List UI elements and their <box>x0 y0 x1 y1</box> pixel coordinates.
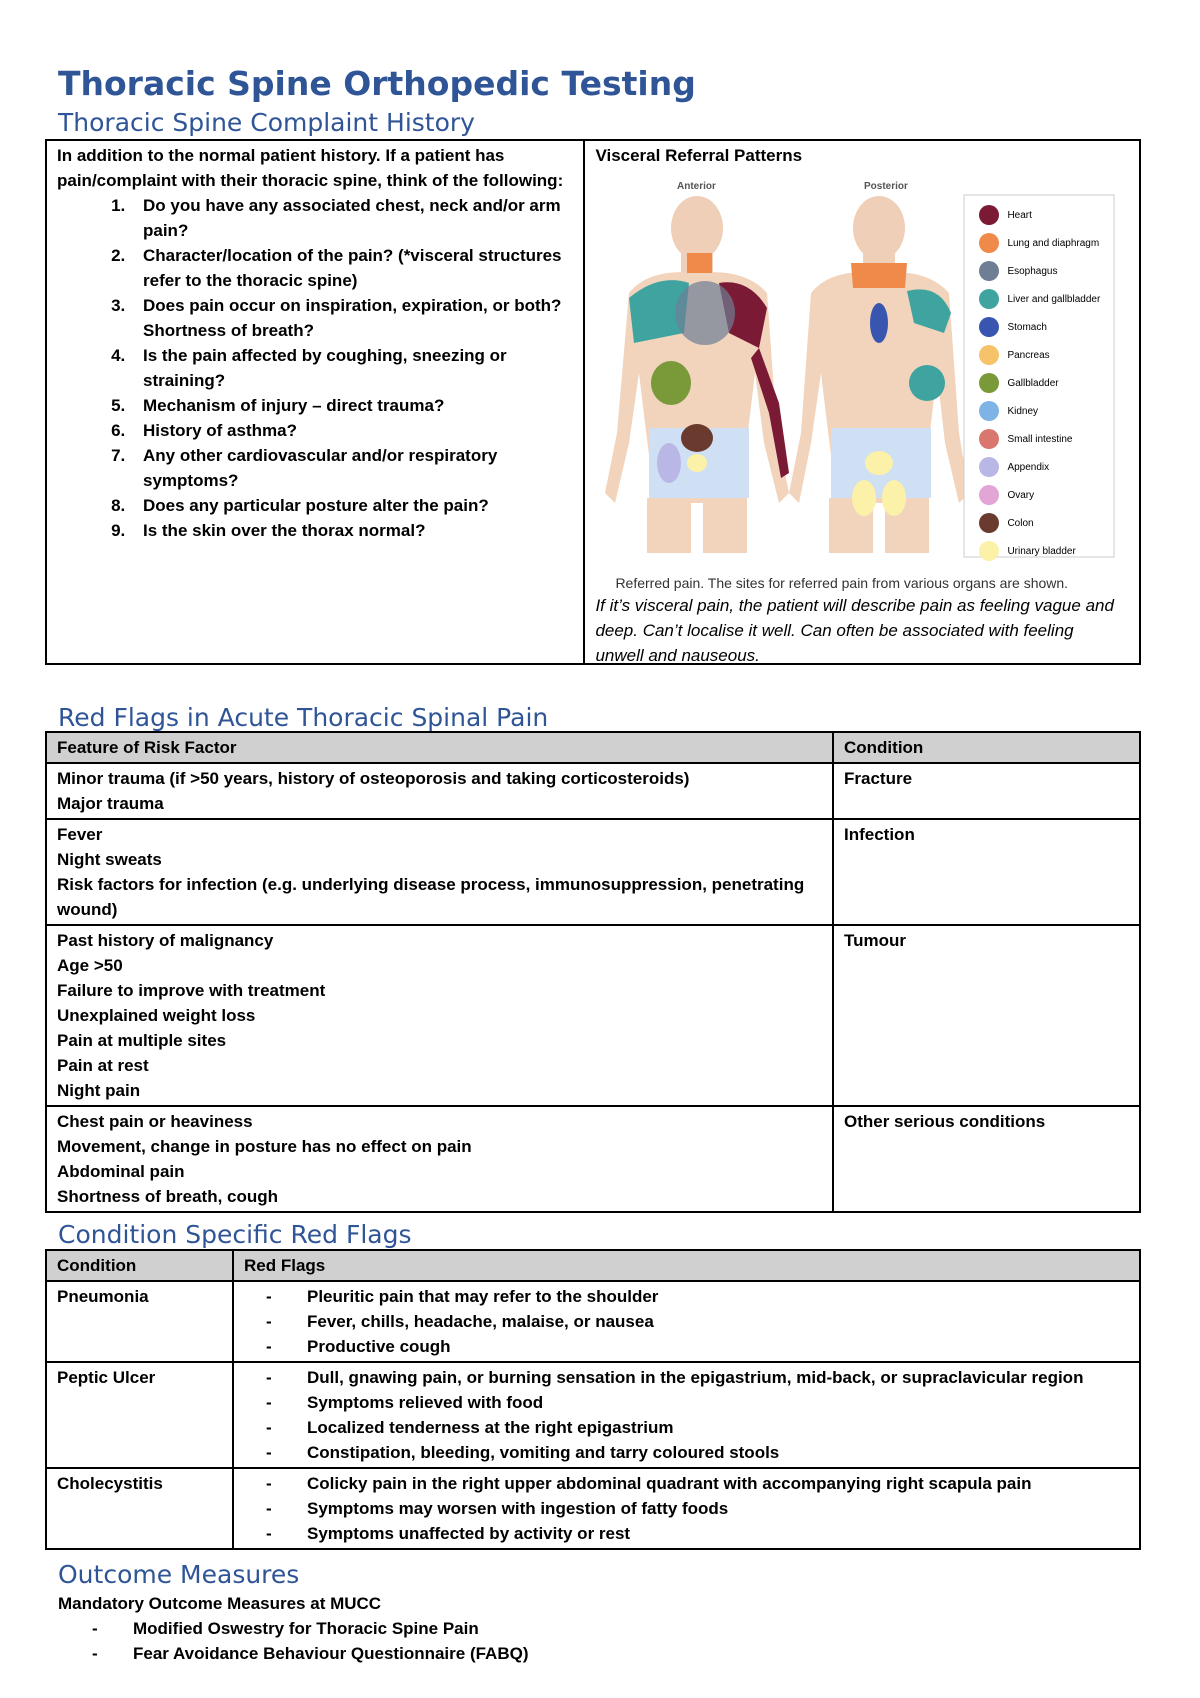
outcome-item: - Fear Avoidance Behaviour Questionnaire (FABQ) <box>60 1641 529 1666</box>
condition-flags-cell <box>233 1281 1140 1362</box>
document-title: Thoracic Spine Orthopedic Testing <box>58 64 696 103</box>
history-heading: Thoracic Spine Complaint History <box>58 108 475 137</box>
condition-name: Cholecystitis <box>46 1468 233 1549</box>
legend-item <box>979 509 1119 537</box>
condition-flag: - Pleuritic pain that may refer to the shoulder <box>234 1284 1139 1309</box>
legend-swatch <box>979 401 999 421</box>
risk-condition: Fracture <box>833 763 1140 819</box>
red-flag-row <box>46 925 1140 1106</box>
risk-condition: Other serious conditions <box>833 1106 1140 1212</box>
risk-feature: Fever <box>57 825 103 844</box>
legend-label: Colon <box>1007 517 1034 529</box>
anterior-figure <box>605 196 789 553</box>
condition-flag: - Productive cough <box>234 1334 1139 1359</box>
history-question: 9. Is the skin over the thorax normal? <box>130 518 573 543</box>
condition-header: Condition <box>46 1250 233 1281</box>
condition-name: Peptic Ulcer <box>46 1362 233 1468</box>
risk-features-cell <box>46 1106 833 1212</box>
condition-flag: - Dull, gnawing pain, or burning sensation in the epigastrium, mid-back, or supraclavicular region <box>234 1365 1139 1390</box>
condition-flag: - Constipation, bleeding, vomiting and tarry coloured stools <box>234 1440 1139 1465</box>
legend-swatch <box>979 317 999 337</box>
posterior-label: Posterior <box>864 181 909 192</box>
condition-row <box>46 1468 1140 1549</box>
visceral-cell <box>584 140 1140 664</box>
history-question-list <box>57 193 573 543</box>
history-question: 4. Is the pain affected by coughing, sneezing or straining? <box>130 343 573 393</box>
history-question: 1. Do you have any associated chest, neck and/or arm pain? <box>130 193 573 243</box>
legend-swatch <box>979 205 999 225</box>
legend-label: Liver and gallbladder <box>1007 293 1101 305</box>
history-table <box>45 139 1141 665</box>
history-question: 8. Does any particular posture alter the pain? <box>130 493 573 518</box>
history-question: 3. Does pain occur on inspiration, expiration, or both? Shortness of breath? <box>130 293 573 343</box>
history-questions-cell <box>46 140 584 664</box>
risk-feature: Past history of malignancy <box>57 931 274 950</box>
legend-label: Pancreas <box>1007 349 1050 361</box>
red-flags-heading: Red Flags in Acute Thoracic Spinal Pain <box>58 703 549 732</box>
diagram-caption: Referred pain. The sites for referred pain from various organs are shown. <box>615 575 1069 591</box>
condition-flag-list <box>234 1471 1139 1546</box>
legend-item <box>979 341 1119 369</box>
risk-features-cell <box>46 763 833 819</box>
legend-label: Lung and diaphragm <box>1007 237 1100 249</box>
risk-feature: Pain at rest <box>57 1056 149 1075</box>
legend-swatch <box>979 373 999 393</box>
history-question: 7. Any other cardiovascular and/or respiratory symptoms? <box>130 443 573 493</box>
legend-label: Stomach <box>1007 321 1047 333</box>
anterior-label: Anterior <box>677 181 717 192</box>
legend-label: Gallbladder <box>1007 377 1059 389</box>
condition-flags-cell <box>233 1362 1140 1468</box>
risk-feature: Abdominal pain <box>57 1162 185 1181</box>
risk-feature: Movement, change in posture has no effect on pain <box>57 1137 472 1156</box>
red-flag-row <box>46 819 1140 925</box>
risk-feature: Unexplained weight loss <box>57 1006 256 1025</box>
legend-swatch <box>979 485 999 505</box>
outcome-subheading: Mandatory Outcome Measures at MUCC <box>58 1594 382 1613</box>
posterior-figure <box>789 196 969 553</box>
outcome-item: - Modified Oswestry for Thoracic Spine Pain <box>60 1616 529 1641</box>
legend-swatch <box>979 233 999 253</box>
referral-legend <box>979 201 1119 565</box>
flags-header: Red Flags <box>233 1250 1140 1281</box>
condition-flag-list <box>234 1284 1139 1359</box>
legend-item <box>979 397 1119 425</box>
red-flags-header-condition: Condition <box>833 732 1140 763</box>
condition-flag-list <box>234 1365 1139 1465</box>
history-question: 5. Mechanism of injury – direct trauma? <box>130 393 573 418</box>
legend-label: Small intestine <box>1007 433 1073 445</box>
legend-swatch <box>979 261 999 281</box>
risk-feature: Chest pain or heaviness <box>57 1112 253 1131</box>
legend-swatch <box>979 289 999 309</box>
risk-feature: Age >50 <box>57 956 123 975</box>
risk-condition: Infection <box>833 819 1140 925</box>
condition-flags-heading: Condition Specific Red Flags <box>58 1220 412 1249</box>
legend-item <box>979 537 1119 565</box>
visceral-note: If it’s visceral pain, the patient will describe pain as feeling vague and deep. Can’t localise it well. Can often be associated with feeling unwell and nauseous. <box>595 596 1114 665</box>
legend-label: Esophagus <box>1007 265 1058 277</box>
legend-item <box>979 313 1119 341</box>
legend-item <box>979 369 1119 397</box>
history-question: 6. History of asthma? <box>130 418 573 443</box>
legend-label: Heart <box>1007 209 1032 221</box>
legend-swatch <box>979 541 999 561</box>
risk-features-cell <box>46 925 833 1106</box>
legend-item <box>979 201 1119 229</box>
risk-feature: Risk factors for infection (e.g. underlying disease process, immunosuppression, penetrating wound) <box>57 875 805 919</box>
condition-flag: - Colicky pain in the right upper abdominal quadrant with accompanying right scapula pain <box>234 1471 1139 1496</box>
visceral-title: Visceral Referral Patterns <box>595 146 803 165</box>
legend-item <box>979 257 1119 285</box>
legend-label: Appendix <box>1007 461 1050 473</box>
risk-features-cell <box>46 819 833 925</box>
risk-feature: Pain at multiple sites <box>57 1031 227 1050</box>
outcome-list <box>60 1616 529 1666</box>
legend-item <box>979 481 1119 509</box>
red-flags-header-feature: Feature of Risk Factor <box>46 732 833 763</box>
legend-item <box>979 453 1119 481</box>
risk-feature: Shortness of breath, cough <box>57 1187 279 1206</box>
condition-flags-table <box>45 1249 1141 1550</box>
legend-item <box>979 285 1119 313</box>
outcome-heading: Outcome Measures <box>58 1560 300 1589</box>
condition-flag: - Symptoms relieved with food <box>234 1390 1139 1415</box>
red-flags-table <box>45 731 1141 1213</box>
red-flag-row <box>46 1106 1140 1212</box>
risk-condition: Tumour <box>833 925 1140 1106</box>
condition-flags-cell <box>233 1468 1140 1549</box>
condition-row <box>46 1362 1140 1468</box>
legend-item <box>979 425 1119 453</box>
legend-label: Kidney <box>1007 405 1039 417</box>
legend-swatch <box>979 513 999 533</box>
legend-swatch <box>979 457 999 477</box>
risk-feature: Minor trauma (if >50 years, history of osteoporosis and taking corticosteroids) <box>57 769 690 788</box>
condition-flag: - Symptoms unaffected by activity or rest <box>234 1521 1139 1546</box>
condition-name: Pneumonia <box>46 1281 233 1362</box>
legend-item <box>979 229 1119 257</box>
condition-flag: - Symptoms may worsen with ingestion of fatty foods <box>234 1496 1139 1521</box>
risk-feature: Night pain <box>57 1081 141 1100</box>
risk-feature: Major trauma <box>57 794 164 813</box>
history-question: 2. Character/location of the pain? (*visceral structures refer to the thoracic spine) <box>130 243 573 293</box>
history-intro: In addition to the normal patient history. If a patient has pain/complaint with their thoracic spine, think of the following: <box>57 146 564 190</box>
legend-swatch <box>979 429 999 449</box>
condition-row <box>46 1281 1140 1362</box>
legend-label: Urinary bladder <box>1007 545 1076 557</box>
legend-swatch <box>979 345 999 365</box>
risk-feature: Failure to improve with treatment <box>57 981 326 1000</box>
condition-flag: - Fever, chills, headache, malaise, or nausea <box>234 1309 1139 1334</box>
red-flag-row <box>46 763 1140 819</box>
risk-feature: Night sweats <box>57 850 162 869</box>
legend-label: Ovary <box>1007 489 1035 501</box>
condition-flag: - Localized tenderness at the right epigastrium <box>234 1415 1139 1440</box>
